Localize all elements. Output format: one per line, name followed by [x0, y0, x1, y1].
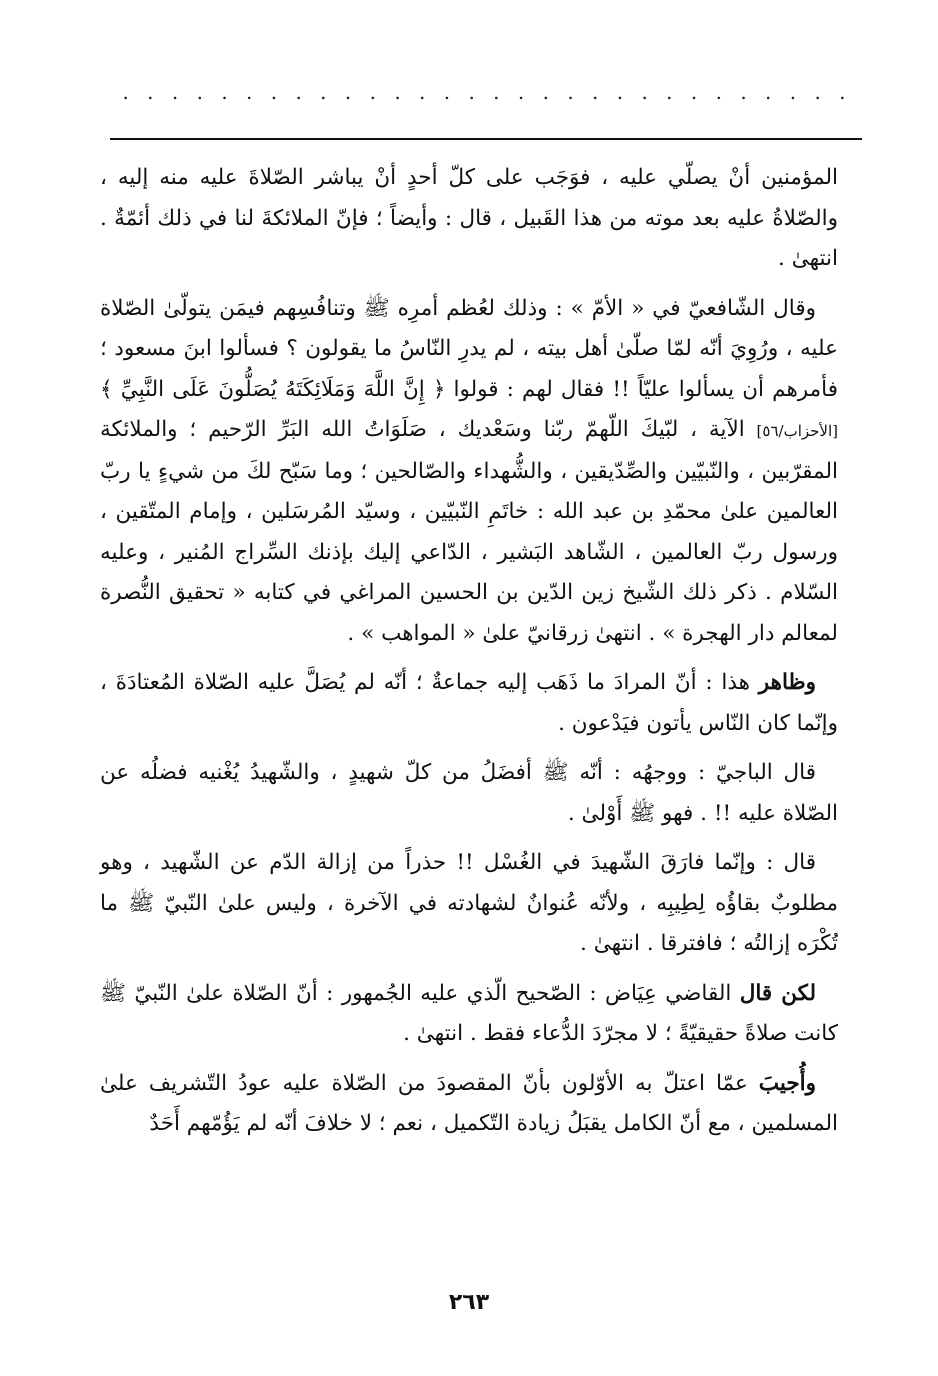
paragraph-text: قال : وإنّما فارَقَ الشّهيدَ في الغُسْل !! حذراً من إزالة الدّم عن الشّهيد ، وهو مطلوبٌ بقاؤُه لِطِيبِه ، ولأنّه عُنوانٌ لشهادته في الآخرة ، وليس علىٰ النّبيّ ﷺ ما تُكْرَه إزالتُه ؛ فافترقا . انتهىٰ . — [100, 850, 838, 956]
paragraph-text-before: وقال الشّافعيّ في « الأمّ » : وذلك لعُظم أمرِه ﷺ وتنافُسِهم فيمَن يتولّىٰ الصّلاة عليه ، ورُوِيَ أنّه لمّا صلّىٰ أهل بيته ، لم يدرِ النّاسُ ما يقولون ؟ فسألوا ابنَ مسعود ؛ فأمرهم أن يسألوا عليّاً !! فقال لهم : قولوا — [100, 295, 838, 402]
paragraph-2 — [100, 289, 838, 655]
paragraph-7 — [100, 1064, 838, 1145]
body-text — [100, 158, 838, 1154]
quran-verse: ﴿ إِنَّ اللَّهَ وَمَلَائِكَتَهُ يُصَلُّونَ عَلَى النَّبِيِّ ﴾ — [100, 376, 446, 402]
paragraph-text: هذا : أنّ المرادَ ما ذَهَب إليه جماعةٌ ؛ أنّه لم يُصَلَّ عليه الصّلاة المُعتادَةَ ، وإنّما كان النّاس يأتون فيَدْعون . — [100, 670, 838, 736]
paragraph-lead: لكن قال — [739, 980, 816, 1006]
page-number: ٢٦٣ — [448, 1290, 490, 1315]
paragraph-text: المؤمنين أنْ يصلّي عليه ، فوَجَب على كلّ أحدٍ أنْ يباشر الصّلاةَ عليه منه إليه ، والصّلاةُ عليه بعد موته من هذا القَبيل ، قال : وأيضاً ؛ فإنّ الملائكةَ لنا في ذلك أئمّةٌ . انتهىٰ . — [100, 165, 838, 271]
paragraph-text: قال الباجيّ : ووجهُه : أنّه ﷺ أفضَلُ من كلّ شهيدٍ ، والشّهيدُ يُغْنيه فضلُه عن الصّلاة عليه !! . فهو ﷺ أَوْلىٰ . — [100, 760, 838, 826]
verse-reference: [الأحزاب/٥٦] — [756, 422, 838, 440]
paragraph-lead: وظاهر — [758, 670, 816, 695]
paragraph-lead: وأُجيبَ — [758, 1070, 816, 1096]
header-dotted-line: . . . . . . . . . . . . . . . . . . . . . . . . . . . . . . — [122, 82, 852, 102]
paragraph-5 — [100, 843, 838, 965]
paragraph-3 — [100, 663, 838, 744]
paragraph-text: القاضي عِيَاض : الصّحيح الّذي عليه الجُمهور : أنّ الصّلاة علىٰ النّبيّ ﷺ كانت صلاةً حقيقيّةً ؛ لا مجرّدَ الدُّعاء فقط . انتهىٰ . — [100, 980, 838, 1046]
paragraph-1 — [100, 158, 838, 280]
header-rule — [110, 138, 862, 140]
paragraph-6 — [100, 974, 838, 1055]
paragraph-text: عمّا اعتلّ به الأوّلون بأنّ المقصودَ من الصّلاة عليه عودُ التّشريف علىٰ المسلمين ، مع أنّ الكامل يقبَلُ زيادة التّكميل ، نعم ؛ لا خلافَ أنّه لم يَؤُمّهم أَحَدٌ — [100, 1070, 838, 1136]
paragraph-text-after: الآية ، لبّيكَ اللّهمّ ربّنا وسَعْديك ، صَلَوَاتُ الله البَرِّ الرّحيم ؛ والملائكة المقرّبين ، والنّبيّين والصِّدّيقين ، والشُّهداء والصّالحين ؛ وما سَبّح لكَ من شيءٍ يا ربّ العالمين علىٰ محمّدِ بن عبد الله : خاتَمِ النّبيّين ، وسيّد المُرسَلين ، وإمام المتّقين ، ورسول ربّ العالمين ، الشّاهد البَشير ، الدّاعي إليك بإذنك السِّراج المُنير ، وعليه السّلام . ذكر ذلك الشّيخ زين الدّين بن الحسين المراغي في كتابه « تحقيق النُّصرة لمعالم دار الهجرة » . انتهىٰ زرقانيّ علىٰ « المواهب » . — [100, 417, 838, 646]
paragraph-4 — [100, 753, 838, 834]
